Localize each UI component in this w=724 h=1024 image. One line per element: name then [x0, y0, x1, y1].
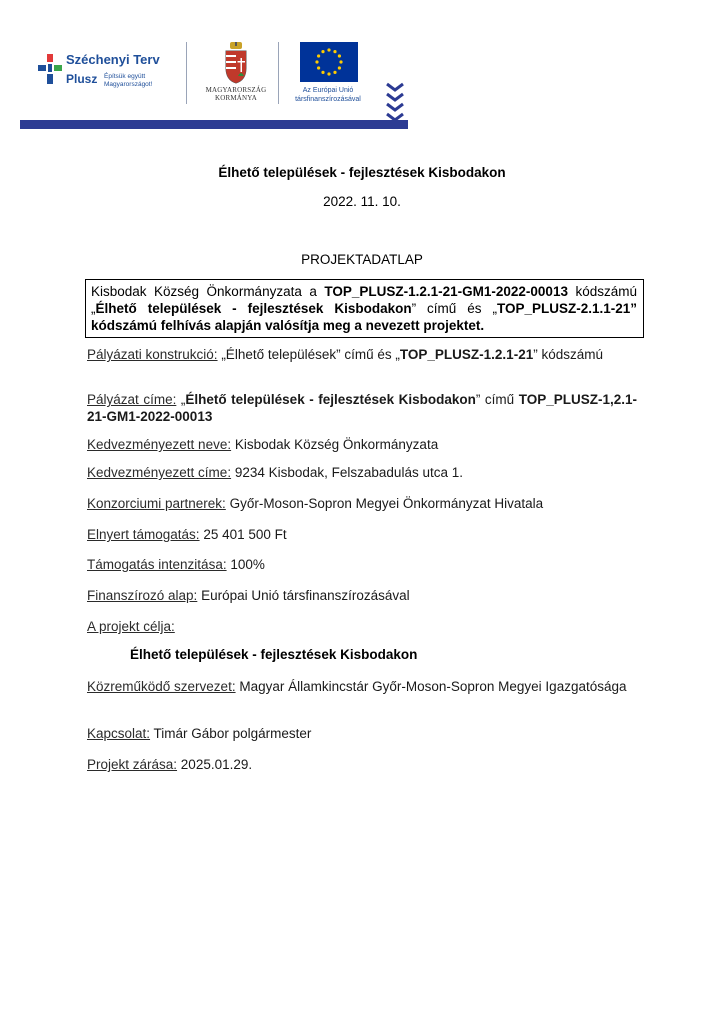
field-tender-title: Pályázat címe: „Élhető települések - fejlesztések Kisbodakon” című TOP_PLUSZ-1,2.1-21-GM1-2022-00013 [87, 392, 637, 424]
document-date: 2022. 11. 10. [323, 194, 401, 209]
divider [278, 42, 279, 104]
divider [186, 42, 187, 104]
szechenyi-plus: Plusz [66, 72, 98, 86]
szechenyi-cross-icon [38, 54, 62, 84]
field-beneficiary: Kedvezményezett neve: Kisbodak Község Önkormányzata [87, 437, 439, 452]
field-contact: Kapcsolat: Timár Gábor polgármester [87, 726, 312, 741]
coat-of-arms-icon [222, 42, 250, 84]
header [0, 0, 724, 135]
chevron-decoration-icon [384, 82, 406, 122]
szechenyi-title: Széchenyi Terv [66, 52, 160, 67]
field-grant: Elnyert támogatás: 25 401 500 Ft [87, 527, 287, 542]
szechenyi-plusz-logo [38, 48, 198, 100]
section-title: PROJEKTADATLAP [301, 252, 423, 267]
intro-box: Kisbodak Község Önkormányzata a TOP_PLUSZ-1.2.1-21-GM1-2022-00013 kódszámú „Élhető települések - fejlesztések Kisbodakon” című és „TOP_PLUSZ-2.1.1-21” kódszámú felhívás alapján valósítja meg a nevezett projektet. [85, 279, 644, 338]
eu-flag-icon [300, 42, 358, 82]
field-agency: Közreműködő szervezet: Magyar Államkincstár Győr-Moson-Sopron Megyei Igazgatósága [87, 679, 627, 694]
field-closing: Projekt zárása: 2025.01.29. [87, 757, 253, 772]
header-bar [20, 120, 408, 129]
field-intensity: Támogatás intenzitása: 100% [87, 557, 265, 572]
field-fund: Finanszírozó alap: Európai Unió társfinanszírozásával [87, 588, 410, 603]
szechenyi-tagline: Építsük együtt Magyarországot! [104, 73, 153, 88]
field-address: Kedvezményezett címe: 9234 Kisbodak, Felszabadulás utca 1. [87, 465, 463, 480]
field-construction: Pályázati konstrukció: „Élhető települések” című és „TOP_PLUSZ-1.2.1-21” kódszámú [87, 347, 603, 362]
eu-label: Az Európai Unió társfinanszírozásával [295, 87, 361, 103]
government-label: MAGYARORSZÁG KORMÁNYA [205, 86, 267, 102]
field-goal-label: A projekt célja: [87, 619, 175, 634]
field-partners: Konzorciumi partnerek: Győr-Moson-Sopron Megyei Önkormányzat Hivatala [87, 496, 544, 511]
document-title: Élhető települések - fejlesztések Kisbodakon [218, 165, 506, 180]
field-goal-value: Élhető települések - fejlesztések Kisbodakon [130, 647, 418, 662]
